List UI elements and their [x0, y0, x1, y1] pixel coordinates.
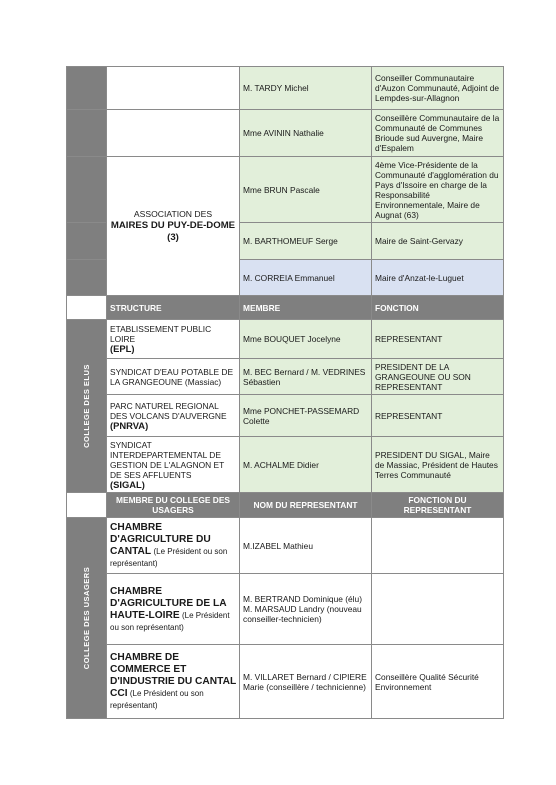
membre-cell: M. ACHALME Didier [240, 437, 372, 493]
structure-cell [107, 437, 240, 493]
table-row [67, 437, 504, 493]
structure-cell [107, 320, 240, 359]
structure-note: (Le Président ou son représentant) [110, 689, 204, 710]
structure-cell [107, 395, 240, 437]
table-row [67, 395, 504, 437]
header-structure: STRUCTURE [107, 296, 240, 320]
fonction-cell: Conseillère Communautaire de la Communauté de Communes Brioude sud Auvergne, Maire d'Espalem [372, 110, 504, 157]
membre-cell: Mme AVININ Nathalie [240, 110, 372, 157]
membre-cell: M. TARDY Michel [240, 67, 372, 110]
membre-cell: M. BEC Bernard / M. VEDRINES Sébastien [240, 359, 372, 395]
table-row [67, 110, 504, 157]
table-row [67, 359, 504, 395]
membre-cell [240, 574, 372, 645]
membre-cell: M. BARTHOMEUF Serge [240, 223, 372, 260]
header-row [67, 493, 504, 518]
membre-line2: M. MARSAUD Landry (nouveau conseiller-technicien) [243, 604, 362, 624]
header-blank [67, 296, 107, 320]
fonction-cell: Conseillère Qualité Sécurité Environnement [372, 645, 504, 719]
fonction-cell: Maire d'Anzat-le-Luguet [372, 260, 504, 296]
header-college-usagers: MEMBRE DU COLLEGE DES USAGERS [107, 493, 240, 518]
membre-cell: Mme BRUN Pascale [240, 157, 372, 223]
structure-name: SYNDICAT INTERDEPARTEMENTAL DE GESTION DE L'ALAGNON ET DE SES AFFLUENTS [110, 439, 225, 480]
fonction-cell: 4ème Vice-Présidente de la Communauté d'agglomération du Pays d'Issoire en charge de la Responsabilité Environnementale, Maire de Augnat (63) [372, 157, 504, 223]
structure-cell [107, 518, 240, 574]
association-line2: MAIRES DU PUY-DE-DOME (3) [110, 220, 236, 243]
structure-name: CHAMBRE D'AGRICULTURE DU CANTAL [110, 522, 211, 557]
association-cell [107, 157, 240, 296]
college-elus-label-cell [67, 320, 107, 493]
structure-cell [107, 110, 240, 157]
membre-cell: Mme PONCHET-PASSEMARD Colette [240, 395, 372, 437]
fonction-cell: Conseiller Communautaire d'Auzon Communauté, Adjoint de Lempdes-sur-Allagnon [372, 67, 504, 110]
side-cell [67, 67, 107, 110]
structure-cell [107, 574, 240, 645]
structure-acronym: (PNRVA) [110, 419, 149, 431]
table-row [67, 645, 504, 719]
header-row [67, 296, 504, 320]
structure-name: ETABLISSEMENT PUBLIC LOIRE [110, 324, 212, 344]
table-row [67, 67, 504, 110]
side-cell [67, 157, 107, 223]
structure-acronym: (EPL) [110, 343, 135, 354]
structure-name: CHAMBRE DE COMMERCE ET D'INDUSTRIE DU CANTAL CCI [110, 652, 236, 699]
fonction-cell: REPRESENTANT [372, 320, 504, 359]
college-usagers-label: COLLEGE DES USAGERS [81, 566, 91, 670]
fonction-cell: REPRESENTANT [372, 395, 504, 437]
college-elus-label: COLLEGE DES ELUS [81, 364, 91, 448]
side-cell [67, 110, 107, 157]
header-nom-representant: NOM DU REPRESENTANT [240, 493, 372, 518]
fonction-cell: PRESIDENT DE LA GRANGEOUNE OU SON REPRESENTANT [372, 359, 504, 395]
fonction-cell: PRESIDENT DU SIGAL, Maire de Massiac, Président de Hautes Terres Communauté [372, 437, 504, 493]
side-cell [67, 223, 107, 260]
table-row [67, 157, 504, 223]
membre-cell: Mme BOUQUET Jocelyne [240, 320, 372, 359]
membership-table [66, 66, 504, 719]
membre-cell: M. CORREIA Emmanuel [240, 260, 372, 296]
structure-cell [107, 67, 240, 110]
fonction-cell: Maire de Saint-Gervazy [372, 223, 504, 260]
structure-note: (Le Président ou son représentant) [110, 610, 230, 632]
table-row [67, 320, 504, 359]
membre-cell: M.IZABEL Mathieu [240, 518, 372, 574]
table-row [67, 518, 504, 574]
association-line1: ASSOCIATION DES [133, 209, 213, 219]
structure-name: CHAMBRE D'AGRICULTURE DE LA HAUTE-LOIRE [110, 585, 227, 621]
fonction-cell [372, 574, 504, 645]
structure-name: PARC NATUREL REGIONAL DES VOLCANS D'AUVERGNE [110, 400, 227, 421]
header-fonction-representant: FONCTION DU REPRESENTANT [372, 493, 504, 518]
table-row [67, 574, 504, 645]
header-membre: MEMBRE [240, 296, 372, 320]
membre-cell: M. VILLARET Bernard / CIPIERE Marie (conseillère / technicienne) [240, 645, 372, 719]
college-usagers-label-cell [67, 518, 107, 719]
structure-cell [107, 645, 240, 719]
structure-note: (Le Président ou son représentant) [110, 547, 228, 568]
side-cell [67, 260, 107, 296]
header-blank [67, 493, 107, 518]
fonction-cell [372, 518, 504, 574]
structure-acronym: (SIGAL) [110, 478, 145, 490]
membre-line1: M. BERTRAND Dominique (élu) [243, 594, 362, 604]
header-fonction: FONCTION [372, 296, 504, 320]
structure-cell: SYNDICAT D'EAU POTABLE DE LA GRANGEOUNE (Massiac) [107, 359, 240, 395]
